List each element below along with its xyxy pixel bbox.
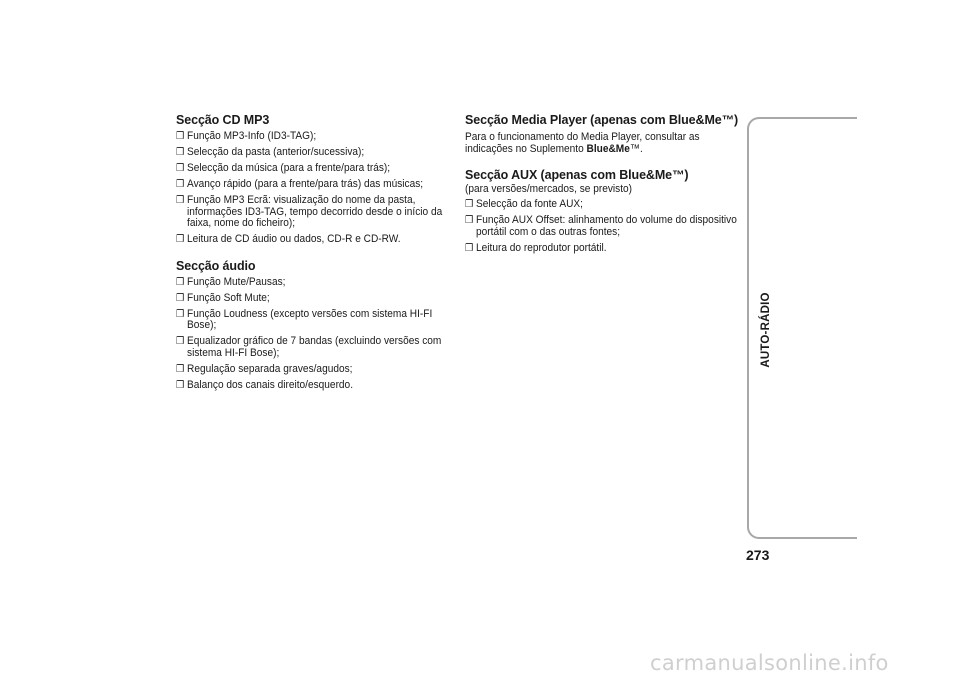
watermark: carmanualsonline.info (650, 651, 889, 675)
mp3-section-heading: Secção CD MP3 (176, 113, 270, 127)
audio-feature-list (176, 277, 454, 392)
checkbox-bullet-icon: ❒ (176, 131, 185, 142)
aux-section-subtext: (para versões/mercados, se previsto) (465, 183, 633, 195)
checkbox-bullet-icon: ❒ (176, 308, 185, 320)
checkbox-bullet-icon: ❒ (465, 199, 474, 210)
list-item: ❒ Função MP3-Info (ID3-TAG); (176, 130, 317, 142)
media-player-paragraph: Para o funcionamento do Media Player, consultar as indicações no Suplemento Blue&Me™. (465, 131, 700, 155)
checkbox-bullet-icon: ❒ (176, 234, 185, 245)
list-item: ❒ Selecção da fonte AUX; (465, 198, 583, 210)
checkbox-bullet-icon: ❒ (465, 242, 474, 254)
audio-section-heading: Secção áudio (176, 258, 256, 273)
checkbox-bullet-icon: ❒ (176, 363, 185, 375)
media-player-section-heading: Secção Media Player (apenas com Blue&Me™) (465, 113, 739, 127)
list-item: ❒ Função Mute/Pausas; (176, 275, 286, 288)
supplement-name: Blue&Me (586, 143, 630, 155)
checkbox-bullet-icon: ❒ (176, 336, 185, 347)
checkbox-bullet-icon: ❒ (176, 292, 185, 304)
mp3-feature-list (176, 131, 454, 246)
list-item: ❒ Função Soft Mute; (176, 291, 270, 304)
checkbox-bullet-icon: ❒ (465, 215, 474, 226)
list-item: ❒ Avanço rápido (para a frente/para trás) das músicas; (176, 178, 424, 190)
aux-section-heading: Secção AUX (apenas com Blue&Me™) (465, 168, 689, 182)
checkbox-bullet-icon: ❒ (176, 163, 185, 174)
list-item: ❒ Regulação separada graves/agudos; (176, 362, 353, 375)
right-column (465, 113, 745, 259)
list-item: ❒ Função MP3 Ecrã: visualização do nome da pasta, informações ID3-TAG, tempo decorrido desde o início da faixa, nome do ficheiro); (176, 194, 443, 229)
left-column (176, 113, 454, 396)
list-item: ❒ Selecção da música (para a frente/para trás); (176, 162, 391, 174)
list-item: ❒ Função AUX Offset: alinhamento do volume do dispositivo portátil com o das outras fontes; (465, 214, 737, 238)
checkbox-bullet-icon: ❒ (176, 147, 185, 158)
page-number: 273 (746, 547, 770, 563)
list-item: ❒ Selecção da pasta (anterior/sucessiva); (176, 146, 365, 158)
list-item: ❒ Leitura de CD áudio ou dados, CD-R e CD-RW. (176, 233, 401, 245)
list-item: ❒ Leitura do reprodutor portátil. (465, 241, 607, 254)
checkbox-bullet-icon: ❒ (176, 379, 185, 391)
aux-feature-list (465, 199, 745, 254)
list-item: ❒ Balanço dos canais direito/esquerdo. (176, 378, 354, 391)
checkbox-bullet-icon: ❒ (176, 195, 185, 206)
checkbox-bullet-icon: ❒ (176, 276, 185, 288)
checkbox-bullet-icon: ❒ (176, 179, 185, 190)
list-item: ❒ Equalizador gráfico de 7 bandas (excluindo versões com sistema HI-FI Bose); (176, 335, 442, 359)
chapter-label: AUTO-RÁDIO (760, 292, 772, 368)
list-item: ❒ Função Loudness (excepto versões com sistema HI-FI Bose); (176, 307, 433, 331)
